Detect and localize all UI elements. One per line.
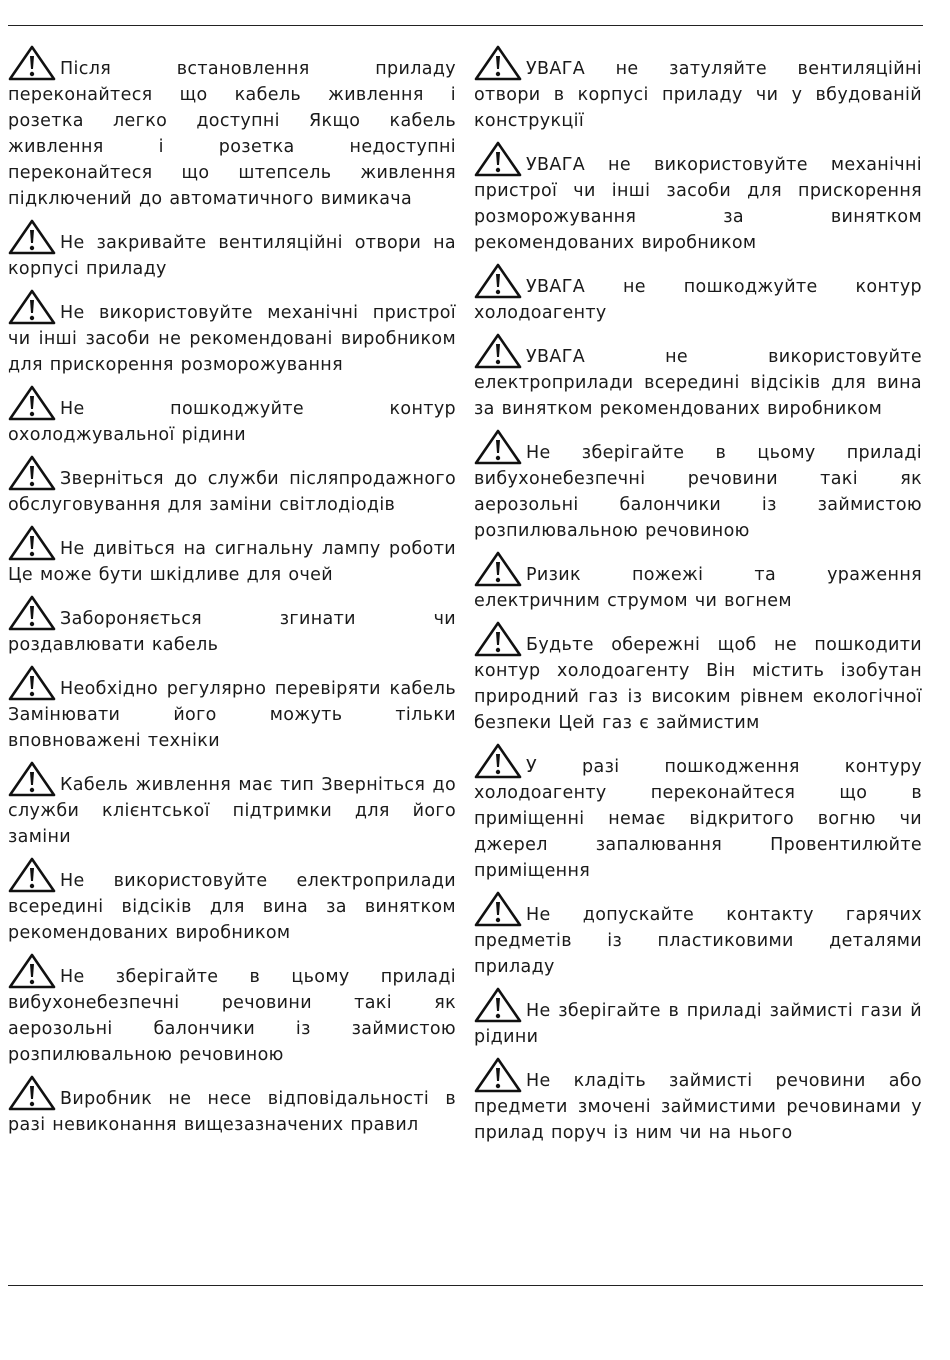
warning-triangle-icon — [474, 550, 522, 588]
warning-item — [474, 742, 922, 884]
warning-triangle-icon — [474, 332, 522, 370]
warning-item — [474, 550, 922, 614]
warning-text: Не допускайте контакту гарячих предметів із пластиковими деталями приладу — [474, 905, 922, 977]
warning-triangle-icon — [8, 218, 56, 256]
warning-triangle-icon — [474, 620, 522, 658]
warning-item — [474, 262, 922, 326]
warning-item — [8, 664, 456, 754]
warning-triangle-icon — [474, 890, 522, 928]
warning-triangle-icon — [8, 952, 56, 990]
warning-item — [8, 218, 456, 282]
warning-triangle-icon — [8, 664, 56, 702]
warning-triangle-icon — [8, 1074, 56, 1112]
warning-item — [8, 760, 456, 850]
warning-text: Зверніться до служби післяпродажного обслуговування для заміни світлодіодів — [8, 469, 456, 515]
warning-item — [474, 620, 922, 736]
bottom-rule — [8, 1285, 923, 1286]
warning-triangle-icon — [8, 524, 56, 562]
warning-triangle-icon — [8, 594, 56, 632]
warning-text: УВАГА не затуляйте вентиляційні отвори в корпусі приладу чи у вбудованій конструкції — [474, 59, 922, 131]
warning-triangle-icon — [8, 44, 56, 82]
warning-item — [8, 952, 456, 1068]
warning-item — [8, 384, 456, 448]
warning-item — [8, 454, 456, 518]
warning-item — [474, 44, 922, 134]
warning-item — [8, 856, 456, 946]
warning-item — [474, 986, 922, 1050]
warning-text: Не закривайте вентиляційні отвори на корпусі приладу — [8, 233, 456, 279]
warning-text: УВАГА не пошкоджуйте контур холодоагенту — [474, 277, 922, 323]
warning-text: Забороняється згинати чи роздавлювати кабель — [8, 609, 456, 655]
warning-text: УВАГА не використовуйте механічні пристрої чи інші засоби для прискорення розморожування за винятком рекомендованих виробником — [474, 155, 922, 253]
warning-triangle-icon — [8, 288, 56, 326]
warning-item — [8, 288, 456, 378]
warning-text: Не зберігайте в приладі займисті гази й рідини — [474, 1001, 922, 1047]
warning-triangle-icon — [474, 986, 522, 1024]
warning-text: Не зберігайте в цьому приладі вибухонебезпечні речовини такі як аерозольні балончики із займистою розпилювальною речовиною — [8, 967, 456, 1065]
warning-triangle-icon — [474, 44, 522, 82]
warning-item — [474, 332, 922, 422]
warning-item — [8, 1074, 456, 1138]
warning-text: УВАГА не використовуйте електроприлади всередині відсіків для вина за винятком рекомендованих виробником — [474, 347, 922, 419]
warning-text: Ризик пожежі та ураження електричним струмом чи вогнем — [474, 565, 922, 611]
warning-item — [474, 428, 922, 544]
warning-item — [474, 140, 922, 256]
warning-triangle-icon — [474, 140, 522, 178]
left-column — [8, 44, 456, 1144]
warning-text: Будьте обережні щоб не пошкодити контур холодоагенту Він містить ізобутан природний газ із високим рівнем екологічної безпеки Цей газ є займистим — [474, 635, 922, 733]
warning-item — [8, 44, 456, 212]
warning-triangle-icon — [474, 1056, 522, 1094]
warning-text: Не використовуйте механічні пристрої чи інші засоби не рекомендовані виробником для прискорення розморожування — [8, 303, 456, 375]
warning-text: Виробник не несе відповідальності в разі невиконання вищезазначених правил — [8, 1089, 456, 1135]
warning-triangle-icon — [474, 742, 522, 780]
right-column — [474, 44, 922, 1152]
warning-text: У разі пошкодження контуру холодоагенту переконайтеся що в приміщенні немає відкритого вогню чи джерел запалювання Провентилюйте приміщення — [474, 757, 922, 881]
warning-triangle-icon — [8, 454, 56, 492]
warning-text: Не зберігайте в цьому приладі вибухонебезпечні речовини такі як аерозольні балончики із займистою розпилювальною речовиною — [474, 443, 922, 541]
warning-text: Не кладіть займисті речовини або предмети змочені займистими речовинами у прилад поруч із ним чи на нього — [474, 1071, 922, 1143]
warning-triangle-icon — [474, 428, 522, 466]
warning-triangle-icon — [8, 760, 56, 798]
warning-text: Не дивіться на сигнальну лампу роботи Це може бути шкідливе для очей — [8, 539, 456, 585]
warning-item — [474, 890, 922, 980]
warning-text: Після встановлення приладу переконайтеся що кабель живлення і розетка легко доступні Якщо кабель живлення і розетка недоступні переконайтеся що штепсель живлення підключений до автоматичного вимикача — [8, 59, 456, 209]
warning-triangle-icon — [8, 384, 56, 422]
warning-text: Не використовуйте електроприлади всередині відсіків для вина за винятком рекомендованих виробником — [8, 871, 456, 943]
top-rule — [8, 25, 923, 26]
warning-item — [8, 594, 456, 658]
warning-text: Необхідно регулярно перевіряти кабель Замінювати його можуть тільки вповноважені техніки — [8, 679, 456, 751]
warning-triangle-icon — [474, 262, 522, 300]
warning-triangle-icon — [8, 856, 56, 894]
warning-text: Кабель живлення має тип Зверніться до служби клієнтської підтримки для його заміни — [8, 775, 456, 847]
warning-item — [8, 524, 456, 588]
warning-text: Не пошкоджуйте контур охолоджувальної рідини — [8, 399, 456, 445]
warning-item — [474, 1056, 922, 1146]
